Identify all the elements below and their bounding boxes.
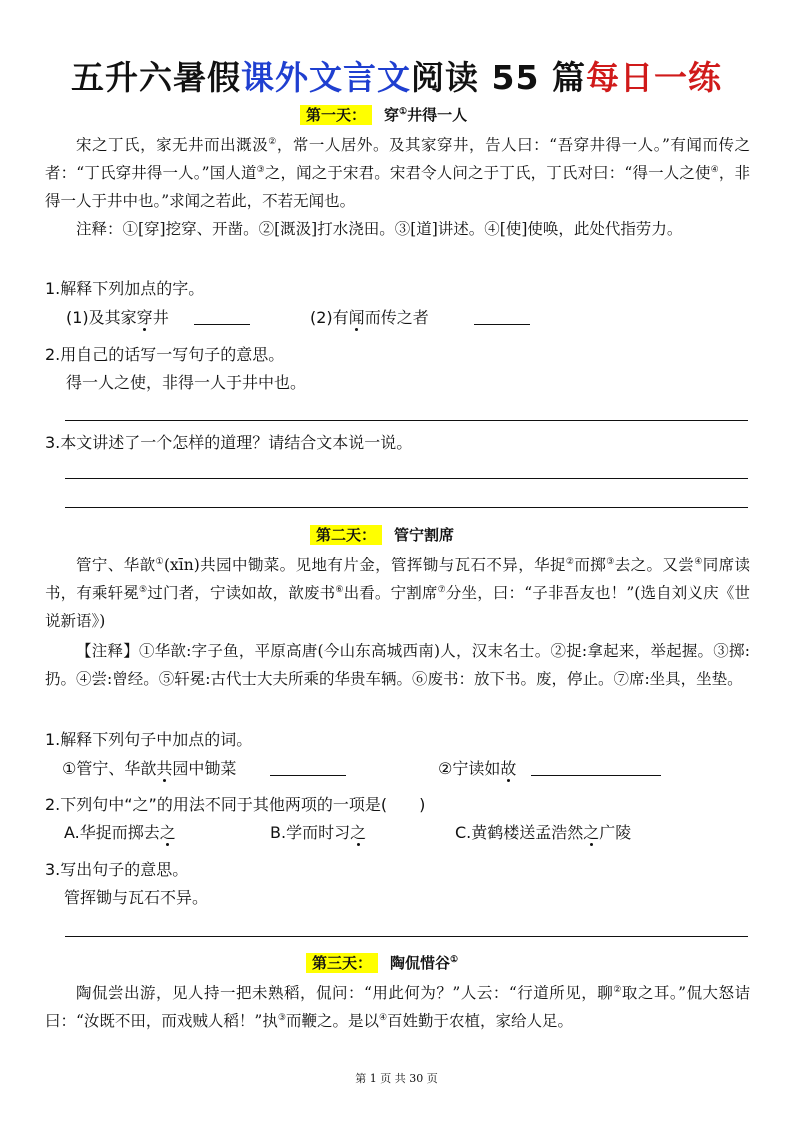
day1-q2-sentence: 得一人之使，非得一人于井中也。	[66, 373, 307, 392]
day1-question-1b	[310, 305, 429, 328]
day3-label: 第三天：	[306, 953, 378, 973]
day1-story-title	[384, 106, 467, 124]
day2-sup-3: ③	[606, 556, 615, 567]
day2-sup-2: ②	[565, 556, 575, 567]
title-part-1: 五升六暑假	[71, 58, 242, 97]
day2-sup-5: ⑤	[139, 584, 148, 595]
day1-title-sup: ①	[399, 107, 408, 117]
day1-q3-answer-line-1[interactable]	[65, 478, 748, 479]
day1-q1b-pre: (2)有	[310, 308, 349, 327]
day3-text-2: 取之耳。”侃大怒诘曰：“汝既不田，而戏贼人稻！”执	[45, 984, 750, 1030]
day1-text-4: ，非得一人于井中也。”求闻之若此，不若无闻也。	[45, 164, 750, 210]
day2-heading	[310, 524, 454, 545]
day3-text-1: 陶侃尝出游，见人持一把未熟稻，侃问：“用此何为？”人云：“行道所见，聊	[76, 984, 614, 1002]
day3-sup-2: ②	[613, 984, 622, 995]
day2-q2a-dot-char: 之	[159, 823, 176, 842]
day1-question-2: 2.用自己的话写一写句子的意思。	[45, 345, 285, 364]
day2-text-1: 管宁、华歆	[76, 556, 156, 574]
day3-sup-4: ④	[378, 1012, 388, 1023]
day2-question-1a	[62, 756, 236, 779]
day1-q1a-dot-char: 穿	[136, 308, 153, 327]
day1-question-1a	[66, 305, 169, 328]
day1-q1b-answer-blank[interactable]	[474, 308, 530, 325]
day1-q3-answer-line-2[interactable]	[65, 507, 748, 508]
day2-passage	[45, 551, 750, 635]
day2-question-1b	[438, 756, 516, 779]
day2-notes: 【注释】①华歆:字子鱼，平原高唐(今山东高城西南)人，汉末名士。②捉:拿起来，举起握。③掷:扔。④尝:曾经。⑤轩冕:古代士大夫所乘的华贵车辆。⑥废书：放下书。废，停止。⑦席:坐具，坐垫。	[45, 642, 750, 688]
day1-question-1: 1.解释下列加点的字。	[45, 279, 205, 298]
day2-q1a-dot-char: 共	[156, 759, 173, 778]
day3-heading	[306, 952, 458, 973]
day3-passage	[45, 979, 750, 1035]
page-title	[0, 52, 793, 99]
day1-text-2: ，常一人居外。及其家穿井，告人曰：“吾穿井得一人。”有闻而传之者：“丁氏穿井得一人。”国人道	[45, 136, 750, 182]
day2-q2c-pre: C.黄鹤楼送孟浩然	[455, 823, 584, 842]
day1-q1b-post: 而传之者	[364, 308, 429, 327]
day2-q1b-answer-blank[interactable]	[531, 759, 661, 776]
day2-q2-option-a[interactable]	[64, 820, 176, 843]
day3-story-title	[390, 954, 458, 972]
day2-sup-1: ①	[155, 556, 164, 567]
day1-q1a-post: 井	[152, 308, 169, 327]
day1-title-a: 穿	[384, 106, 400, 124]
day2-story-title: 管宁割席	[394, 526, 455, 544]
title-part-3: 阅读 55 篇	[411, 58, 586, 97]
day1-heading	[300, 104, 467, 125]
day1-notes: 注释：①[穿]挖穿、开凿。②[溉汲]打水浇田。③[道]讲述。④[使]使唤，此处代指劳力。	[76, 220, 683, 238]
day2-q2-option-b[interactable]	[270, 820, 366, 843]
page-number-footer: 第 1 页 共 30 页	[355, 1072, 438, 1085]
day2-text-3: 而掷	[574, 556, 607, 574]
day2-text-4: 去之。又尝	[614, 556, 695, 574]
day2-q2c-post: 广陵	[599, 823, 632, 842]
day2-q1a-answer-blank[interactable]	[270, 759, 346, 776]
day2-question-2: 2.下列句中“之”的用法不同于其他两项的一项是( )	[45, 795, 426, 814]
day1-text-3: 之，闻之于宋君。宋君令人问之于丁氏，丁氏对曰：“得一人之使	[264, 164, 711, 182]
day3-text-3: 而鞭之。是以	[285, 1012, 379, 1030]
day2-text-6: 过门者，宁读如故，歆废书	[147, 584, 336, 602]
day3-sup-3: ③	[277, 1012, 286, 1023]
day2-sup-4: ④	[694, 556, 703, 567]
day2-text-5: 同席读书，有乘轩冕	[45, 556, 750, 602]
day2-text-8: 分坐，曰：“子非吾友也！”(选自刘义庆《世说新语》)	[45, 584, 750, 630]
day2-question-1: 1.解释下列句子中加点的词。	[45, 730, 253, 749]
day1-sup-3: ③	[256, 164, 265, 175]
day2-label: 第二天：	[310, 525, 382, 545]
day3-title-sup: ①	[450, 955, 459, 965]
day1-q1b-dot-char: 闻	[348, 308, 365, 327]
day2-sup-6: ⑥	[335, 584, 344, 595]
day1-passage	[45, 131, 750, 215]
day1-sup-2: ②	[268, 136, 277, 147]
title-part-4: 每日一练	[585, 58, 722, 97]
day2-text-2: (xīn)共园中锄菜。见地有片金，管挥锄与瓦石不异，华捉	[164, 556, 566, 574]
day2-q1a-pre: ①管宁、华歆	[62, 759, 157, 778]
day1-label: 第一天：	[300, 105, 372, 125]
day2-q2-option-c[interactable]	[455, 820, 631, 843]
day2-q3-sentence: 管挥锄与瓦石不异。	[64, 888, 209, 907]
day2-q1a-post: 园中锄菜	[172, 759, 237, 778]
day1-sup-4: ④	[710, 164, 719, 175]
day1-q2-answer-line[interactable]	[65, 420, 748, 421]
day3-title-text: 陶侃惜谷	[390, 954, 451, 972]
day2-q2b-dot-char: 之	[350, 823, 367, 842]
day2-q1b-pre: ②宁读如	[438, 759, 501, 778]
day2-q2b-pre: B.学而时习	[270, 823, 351, 842]
day2-q2c-dot-char: 之	[583, 823, 600, 842]
day1-question-3: 3.本文讲述了一个怎样的道理？请结合文本说一说。	[45, 433, 413, 452]
day1-text-1: 宋之丁氏，家无井而出溉汲	[76, 136, 269, 154]
day2-q2a-pre: A.华捉而掷去	[64, 823, 160, 842]
day2-q3-answer-line[interactable]	[65, 936, 748, 937]
title-part-2: 课外文言文	[241, 58, 412, 97]
day1-title-b: 井得一人	[407, 106, 468, 124]
day2-text-7: 出看。宁割席	[343, 584, 438, 602]
day3-text-4: 百姓勤于农植，家给人足。	[387, 1012, 574, 1030]
day1-q1a-answer-blank[interactable]	[194, 308, 250, 325]
day2-sup-7: ⑦	[437, 584, 446, 595]
day1-q1a-pre: (1)及其家	[66, 308, 137, 327]
day2-q1b-dot-char: 故	[500, 759, 517, 778]
day2-question-3: 3.写出句子的意思。	[45, 860, 189, 879]
